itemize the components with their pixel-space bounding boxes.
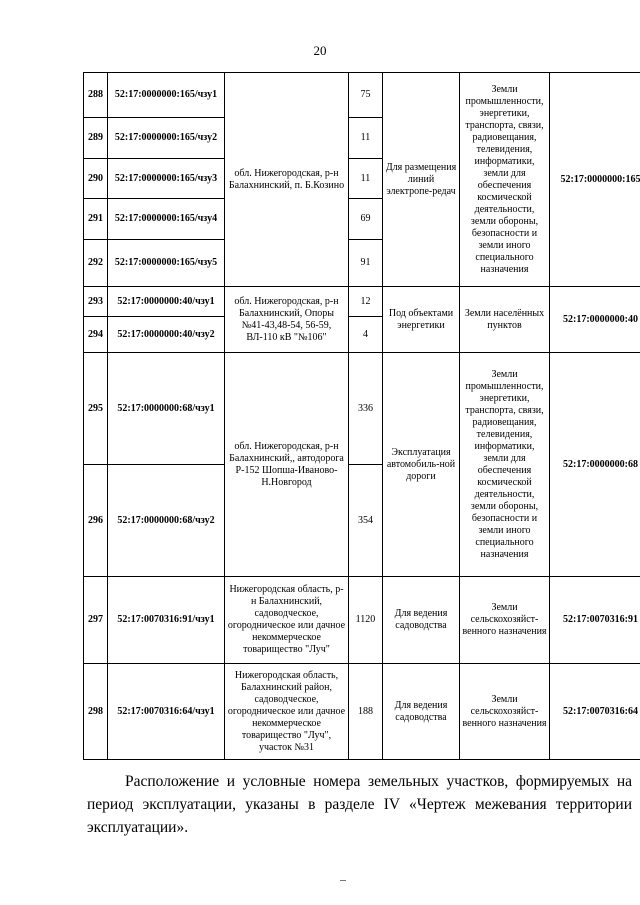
purpose-cell: Эксплуатация автомобиль-ной дороги — [383, 353, 460, 577]
location-cell: Нижегородская область, р-н Балахнинский, садоводческое, огородническое или дачное некоммерческое товарищество "Луч" — [225, 577, 349, 664]
area-cell: 11 — [349, 118, 383, 159]
cadastral-number: 52:17:0000000:165/чзу4 — [108, 199, 225, 240]
category-cell: Земли промышленности, энергетики, транспорта, связи, радиовещания, телевидения, информатики, земли для обеспечения космической деятельности, земли обороны, безопасности и земли иного специального назначения — [460, 73, 550, 287]
location-cell: Нижегородская область, Балахнинский район, садоводческое, огородническое или дачное некоммерческое товарищество "Луч", участок №31 — [225, 664, 349, 760]
row-number: 295 — [84, 353, 108, 465]
cadastral-number: 52:17:0000000:68/чзу2 — [108, 465, 225, 577]
footer-paragraph: Расположение и условные номера земельных участков, формируемых на период эксплуатации, указаны в разделе IV «Чертеж межевания территории эксплуатации». — [87, 773, 632, 836]
area-cell: 12 — [349, 287, 383, 317]
row-number: 294 — [84, 317, 108, 353]
cadastral-number: 52:17:0000000:40/чзу2 — [108, 317, 225, 353]
cadastral-number: 52:17:0070316:91/чзу1 — [108, 577, 225, 664]
cadastral-number: 52:17:0000000:68/чзу1 — [108, 353, 225, 465]
area-cell: 69 — [349, 199, 383, 240]
location-cell: обл. Нижегородская, р-н Балахнинский, п. Б.Козино — [225, 73, 349, 287]
table-row — [84, 664, 640, 760]
row-number: 298 — [84, 664, 108, 760]
area-cell: 4 — [349, 317, 383, 353]
row-number: 289 — [84, 118, 108, 159]
cadastral-number: 52:17:0000000:165/чзу3 — [108, 159, 225, 199]
scan-mark — [340, 880, 346, 881]
area-cell: 188 — [349, 664, 383, 760]
category-cell: Земли сельскохозяйст-венного назначения — [460, 664, 550, 760]
area-cell: 336 — [349, 353, 383, 465]
row-number: 288 — [84, 73, 108, 118]
area-cell: 11 — [349, 159, 383, 199]
cadastral-number: 52:17:0000000:165/чзу1 — [108, 73, 225, 118]
area-cell: 91 — [349, 240, 383, 287]
cadastral-number: 52:17:0000000:165/чзу5 — [108, 240, 225, 287]
cadastral-number: 52:17:0000000:40/чзу1 — [108, 287, 225, 317]
row-number: 291 — [84, 199, 108, 240]
parent-parcel-cell: 52:17:0000000:68 — [550, 353, 640, 577]
row-number: 297 — [84, 577, 108, 664]
row-number: 293 — [84, 287, 108, 317]
category-cell: Земли сельскохозяйст-венного назначения — [460, 577, 550, 664]
table-row — [84, 353, 640, 465]
category-cell: Земли промышленности, энергетики, транспорта, связи, радиовещания, телевидения, информатики, земли для обеспечения космической деятельности, земли обороны, безопасности и земли иного специального назначения — [460, 353, 550, 577]
row-number: 290 — [84, 159, 108, 199]
cadastral-number: 52:17:0070316:64/чзу1 — [108, 664, 225, 760]
parent-parcel-cell: 52:17:0000000:165 — [550, 73, 640, 287]
purpose-cell: Для ведения садоводства — [383, 577, 460, 664]
area-cell: 1120 — [349, 577, 383, 664]
location-cell: обл. Нижегородская, р-н Балахнинский,, автодорога Р-152 Шопша-Иваново-Н.Новгород — [225, 353, 349, 577]
row-number: 292 — [84, 240, 108, 287]
area-cell: 75 — [349, 73, 383, 118]
land-parcels-table — [83, 72, 640, 760]
purpose-cell: Для размещения линий электропе-редач — [383, 73, 460, 287]
location-cell: обл. Нижегородская, р-н Балахнинский, Опоры №41-43,48-54, 56-59, ВЛ-110 кВ "№106" — [225, 287, 349, 353]
table-row — [84, 577, 640, 664]
area-cell: 354 — [349, 465, 383, 577]
table-row — [84, 287, 640, 317]
table-row — [84, 73, 640, 118]
cadastral-number: 52:17:0000000:165/чзу2 — [108, 118, 225, 159]
page-number: 20 — [313, 43, 327, 58]
purpose-cell: Для ведения садоводства — [383, 664, 460, 760]
category-cell: Земли населённых пунктов — [460, 287, 550, 353]
parent-parcel-cell: 52:17:0070316:91 — [550, 577, 640, 664]
parent-parcel-cell: 52:17:0000000:40 — [550, 287, 640, 353]
parent-parcel-cell: 52:17:0070316:64 — [550, 664, 640, 760]
row-number: 296 — [84, 465, 108, 577]
purpose-cell: Под объектами энергетики — [383, 287, 460, 353]
